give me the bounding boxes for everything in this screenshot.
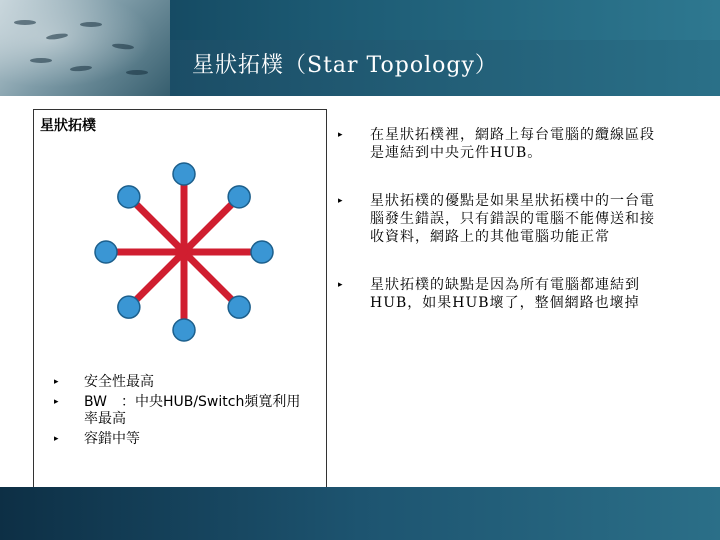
computer-node-icon xyxy=(251,241,273,263)
slide-footer xyxy=(0,487,720,540)
computer-node-icon xyxy=(173,319,195,341)
header-decorative-image xyxy=(0,0,170,96)
right-bullet-list xyxy=(338,126,668,342)
diagram-panel xyxy=(33,109,327,492)
right-bullet-item: ▸ 星狀拓樸的優點是如果星狀拓樸中的一台電腦發生錯誤，只有錯誤的電腦不能傳送和接收資料，網路上的其他電腦功能正常 xyxy=(338,192,668,246)
left-bullet-item: ▸ BW ：中央HUB/Switch頻寬利用率最高 xyxy=(54,394,314,428)
computer-node-icon xyxy=(118,186,140,208)
computer-node-icon xyxy=(95,241,117,263)
left-bullet-item: ▸ 容錯中等 xyxy=(54,431,314,448)
computer-node-icon xyxy=(228,186,250,208)
right-bullet-item: ▸ 在星狀拓樸裡，網路上每台電腦的纜線區段是連結到中央元件HUB。 xyxy=(338,126,668,162)
left-bullet-list xyxy=(54,374,314,451)
computer-node-icon xyxy=(228,296,250,318)
left-bullet-item: ▸ 安全性最高 xyxy=(54,374,314,391)
diagram-title: 星狀拓樸 xyxy=(40,118,96,134)
slide-title: 星狀拓樸（Star Topology） xyxy=(192,53,498,78)
right-bullet-item: ▸ 星狀拓樸的缺點是因為所有電腦都連結到HUB，如果HUB壞了，整個網路也壞掉 xyxy=(338,276,668,312)
computer-node-icon xyxy=(118,296,140,318)
title-bar xyxy=(170,40,720,96)
slide-header xyxy=(0,0,720,96)
star-topology-diagram xyxy=(94,152,274,352)
computer-node-icon xyxy=(173,163,195,185)
